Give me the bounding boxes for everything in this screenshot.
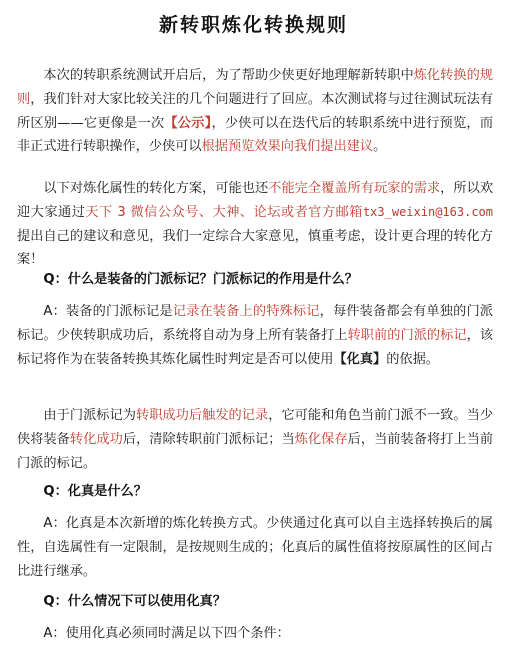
question-what-is-huazhen: Q：化真是什么？ [43,484,147,499]
details-text-2: ，它可能和角色当前门派不一致。当少侠将装备 [17,408,494,447]
answer-text-3: ，该标记将作为在装备转换其炼化属性时判定是否可以使用 [17,327,494,367]
details-text-1: 由于门派标记为 [43,408,136,423]
faction-mark-details-paragraph [17,404,493,475]
feedback-email-link[interactable]: tx3_weixin@163.com [362,204,493,219]
feedback-highlight-needs: 不能完全覆盖所有玩家的需求 [268,181,441,196]
intro-highlight-announcement: 【公示】 [164,115,212,131]
details-highlight-saved: 炼化保存 [294,431,348,447]
intro-highlight-rules: 炼化转换的规则 [17,68,493,107]
intro-highlight-suggestion: 根据预览效果向我们提出建议 [201,139,374,155]
answer-text-4: 的依据。 [386,351,439,367]
answer-what-is-huazhen: A：化真是本次新增的炼化转换方式。少侠通过化真可以自主选择转换后的属性，自选属性有一定限制，是按规则生成的；化真后的属性值将按原属性的区间占比进行继承。 [17,516,493,579]
feedback-paragraph [17,177,493,272]
answer-keyword-huazhen: 【化真】 [333,351,387,367]
question-when-huazhen: Q：什么情况下可以使用化真？ [43,594,227,609]
details-highlight-converted: 转化成功 [69,431,123,447]
intro-text-4: 。 [373,139,387,155]
answer-prefix: A： [43,304,66,319]
details-highlight-trigger: 转职成功后触发的记录 [135,408,269,423]
feedback-text-2: ，所以欢迎大家通过 [17,181,494,220]
answer-faction-mark [17,300,493,371]
question-faction-mark: Q：什么是装备的门派标记？门派标记的作用是什么？ [43,272,358,287]
answer-highlight-pre-transfer-mark: 转职前的门派的标记 [347,327,467,343]
answer-highlight-special-mark: 记录在装备上的特殊标记 [172,304,320,319]
feedback-text-1: 以下对炼化属性的转化方案，可能也还 [43,181,269,196]
intro-paragraph [17,64,493,159]
answer-text-2: ，每件装备都会有单独的门派标记。少侠转职成功后，系统将自动为身上所有装备打上 [17,304,494,343]
page-title: 新转职炼化转换规则 [158,14,348,36]
feedback-text-3: 提出自己的建议和意见，我们一定综合大家意见，慎重考虑，设计更合理的转化方案！ [17,228,493,268]
intro-text-3: ，少侠可以在迭代后的转职系统中进行预览，而非正式进行转职操作，少侠可以 [17,115,494,155]
intro-text-2: ，我们针对大家比较关注的几个问题进行了回应。本次测试将与过往测试玩法有所区别——它更像是一次 [17,91,494,131]
feedback-highlight-channels: 天下 3 微信公众号、大神、论坛或者官方邮箱 [85,204,363,220]
details-text-3: 后，清除转职前门派标记；当 [122,431,295,447]
answer-when-huazhen: A：使用化真必须同时满足以下四个条件： [43,626,290,641]
answer-text-1: 装备的门派标记是 [65,304,173,319]
details-text-4: 后，当前装备将打上当前门派的标记。 [17,431,494,471]
intro-text-1: 本次的转职系统测试开启后，为了帮助少侠更好地理解新转职中 [43,68,414,83]
